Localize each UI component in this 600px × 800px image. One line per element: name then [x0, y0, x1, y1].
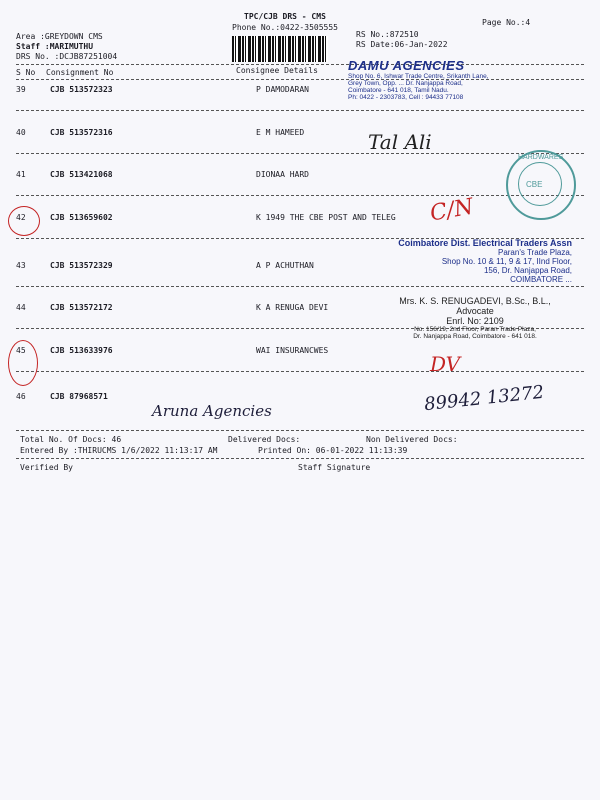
drs-number: DRS No. :DCJB87251004 [16, 52, 118, 61]
damu-line1: Shop No. 6, Ishwar Trade Centre, Srikanth Lane, [348, 73, 489, 80]
row-consignment-number: CJB 87968571 [50, 392, 108, 401]
row-divider [16, 286, 584, 287]
row-divider [16, 110, 584, 111]
hardwares-seal [506, 150, 576, 220]
row-consignee-name: DIONAA HARD [256, 170, 309, 179]
assoc-line1: Paran's Trade Plaza, [497, 248, 572, 257]
row-consignee-name: K A RENUGA DEVI [256, 303, 329, 312]
assoc-line4: COIMBATORE ... [510, 275, 572, 284]
aruna-agencies-note: Aruna Agencies [152, 402, 272, 420]
assoc-line2: Shop No. 10 & 11, 9 & 17, IInd Floor, [441, 257, 572, 266]
row-consignee-name: E M HAMEED [256, 128, 305, 137]
damu-agencies-stamp [348, 58, 538, 101]
row-consignment-number: CJB 513572323 [50, 85, 113, 94]
damu-line2: Grey Town, Opp. ... Dr. Nanjappa Road, [348, 80, 463, 87]
row-serial-number: 41 [16, 170, 26, 179]
row-consignment-number: CJB 513572316 [50, 128, 113, 137]
seal-top-text: HARDWARES [518, 154, 564, 161]
damu-line3: Coimbatore - 641 018, Tamil Nadu. [348, 87, 449, 94]
page-number: Page No.:4 [482, 18, 531, 27]
row-serial-number: 44 [16, 303, 26, 312]
advocate-address1: No. 156/19, 2nd Floor, Paran Trade Plaza, [414, 326, 536, 333]
damu-title: DAMU AGENCIES [348, 58, 465, 73]
column-sno: S No [16, 68, 36, 77]
barcode [232, 36, 328, 62]
row-consignment-number: CJB 513572172 [50, 303, 113, 312]
entered-by: Entered By :THIRUCMS 1/6/2022 11:13:17 AM [20, 446, 218, 455]
column-consignment: Consignment No [46, 68, 114, 77]
damu-line4: Ph: 0422 - 2303783, Cell : 94433 77108 [348, 94, 464, 101]
row-serial-number: 45 [16, 346, 26, 355]
advocate-enrl: Enrl. No: 2109 [446, 316, 504, 326]
phone-number: Phone No.:0422-3505555 [232, 23, 338, 32]
association-stamp [352, 238, 572, 284]
row-serial-number: 43 [16, 261, 26, 270]
column-consignee: Consignee Details [236, 66, 318, 75]
row-serial-number: 42 [16, 213, 26, 222]
staff: Staff :MARIMUTHU [16, 42, 94, 51]
advocate-name: Mrs. K. S. RENUGADEVI, B.Sc., B.L., [399, 296, 551, 306]
row-consignee-name: P DAMODARAN [256, 85, 309, 94]
area: Area :GREYDOWN CMS [16, 32, 103, 41]
report-title: TPC/CJB DRS - CMS [244, 12, 326, 21]
advocate-title: Advocate [456, 306, 494, 316]
row-consignment-number: CJB 513572329 [50, 261, 113, 270]
row-serial-number: 40 [16, 128, 26, 137]
row-serial-number: 39 [16, 85, 26, 94]
cn-mark: C/N [428, 194, 476, 227]
row-consignee-name: A P ACHUTHAN [256, 261, 314, 270]
row-divider [16, 153, 584, 154]
row-consignment-number: CJB 513633976 [50, 346, 113, 355]
advocate-address2: Dr. Nanjappa Road, Coimbatore - 641 018. [413, 333, 537, 340]
row-consignment-number: CJB 513421068 [50, 170, 113, 179]
delivered-docs: Delivered Docs: [228, 435, 301, 444]
total-docs: Total No. Of Docs: 46 [20, 435, 122, 444]
advocate-stamp [380, 296, 570, 340]
staff-signature: Staff Signature [298, 463, 371, 472]
rs-date: RS Date:06-Jan-2022 [356, 40, 448, 49]
assoc-line3: 156, Dr. Nanjappa Road, [483, 266, 572, 275]
footer-divider-2 [16, 458, 584, 459]
row-divider [16, 195, 584, 196]
assoc-title: Coimbatore Dist. Electrical Traders Assn [398, 238, 572, 248]
seal-center-text: CBE [526, 180, 543, 189]
circle-mark-45 [8, 340, 38, 386]
footer-divider [16, 430, 584, 431]
row-consignee-name: K 1949 THE CBE POST AND TELEG [256, 213, 396, 222]
verified-by: Verified By [20, 463, 73, 472]
printed-on: Printed On: 06-01-2022 11:13:39 [258, 446, 408, 455]
signature-row-40: Tal Ali [368, 130, 432, 154]
non-delivered-docs: Non Delivered Docs: [366, 435, 458, 444]
row-consignee-name: WAI INSURANCWES [256, 346, 329, 355]
phone-note: 89942 13272 [423, 381, 546, 416]
circle-mark-42 [8, 206, 40, 236]
row-serial-number: 46 [16, 392, 26, 401]
rs-number: RS No.:872510 [356, 30, 419, 39]
row-divider [16, 371, 584, 372]
dv-mark: DV [430, 352, 461, 376]
row-consignment-number: CJB 513659602 [50, 213, 113, 222]
